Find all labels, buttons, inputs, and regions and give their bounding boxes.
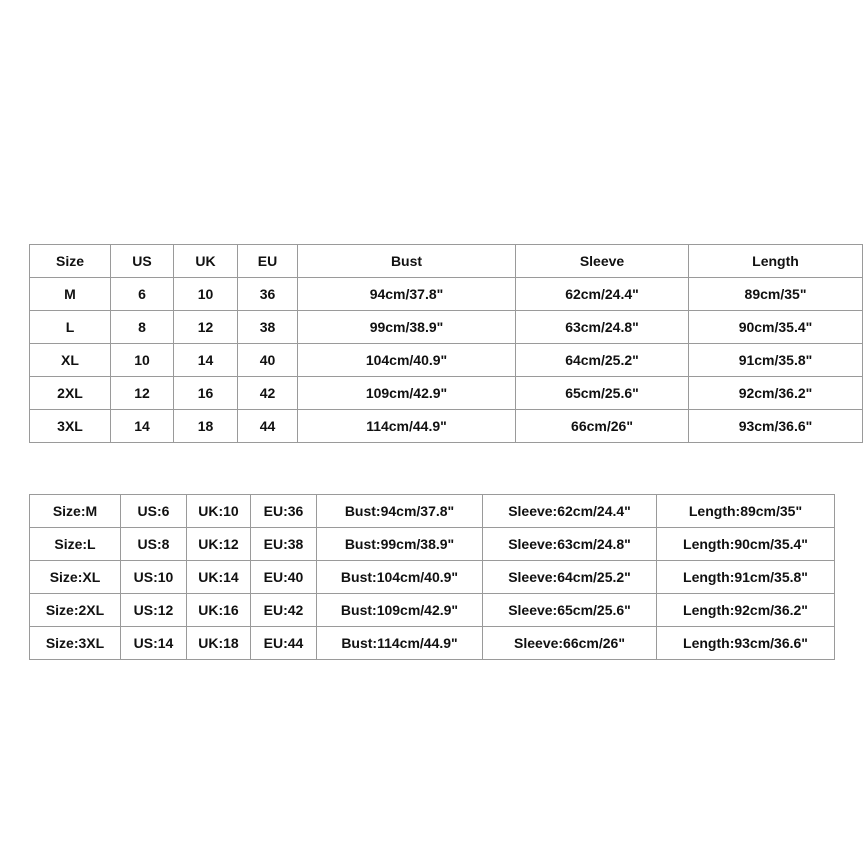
table-header-row — [30, 245, 863, 278]
cell-length: Length:91cm/35.8" — [657, 561, 835, 594]
cell-eu: 44 — [238, 410, 298, 443]
cell-uk: 18 — [174, 410, 238, 443]
cell-us: US:10 — [121, 561, 187, 594]
cell-eu: EU:42 — [251, 594, 317, 627]
cell-size: Size:L — [30, 528, 121, 561]
header-eu: EU — [238, 245, 298, 278]
cell-length: 90cm/35.4" — [689, 311, 863, 344]
cell-sleeve: 65cm/25.6" — [516, 377, 689, 410]
header-sleeve: Sleeve — [516, 245, 689, 278]
cell-bust: Bust:94cm/37.8" — [317, 495, 483, 528]
cell-sleeve: Sleeve:66cm/26" — [483, 627, 657, 660]
cell-uk: UK:10 — [187, 495, 251, 528]
cell-size: 2XL — [30, 377, 111, 410]
cell-size: M — [30, 278, 111, 311]
header-us: US — [111, 245, 174, 278]
header-length: Length — [689, 245, 863, 278]
cell-uk: UK:18 — [187, 627, 251, 660]
cell-eu: EU:44 — [251, 627, 317, 660]
table-row — [30, 528, 835, 561]
cell-length: 91cm/35.8" — [689, 344, 863, 377]
cell-uk: UK:12 — [187, 528, 251, 561]
cell-uk: 12 — [174, 311, 238, 344]
cell-eu: 42 — [238, 377, 298, 410]
size-chart-labeled-table — [29, 494, 835, 660]
cell-length: 93cm/36.6" — [689, 410, 863, 443]
cell-us: 6 — [111, 278, 174, 311]
cell-uk: 14 — [174, 344, 238, 377]
cell-bust: 109cm/42.9" — [298, 377, 516, 410]
cell-bust: Bust:104cm/40.9" — [317, 561, 483, 594]
table-row — [30, 377, 863, 410]
cell-bust: 114cm/44.9" — [298, 410, 516, 443]
cell-us: 14 — [111, 410, 174, 443]
cell-size: XL — [30, 344, 111, 377]
cell-us: 8 — [111, 311, 174, 344]
cell-bust: 94cm/37.8" — [298, 278, 516, 311]
cell-bust: Bust:99cm/38.9" — [317, 528, 483, 561]
table-row — [30, 561, 835, 594]
size-chart-table — [29, 244, 863, 443]
cell-us: 12 — [111, 377, 174, 410]
cell-sleeve: 63cm/24.8" — [516, 311, 689, 344]
header-size: Size — [30, 245, 111, 278]
cell-us: US:6 — [121, 495, 187, 528]
cell-size: L — [30, 311, 111, 344]
cell-sleeve: Sleeve:65cm/25.6" — [483, 594, 657, 627]
cell-bust: 104cm/40.9" — [298, 344, 516, 377]
cell-size: Size:M — [30, 495, 121, 528]
cell-uk: UK:16 — [187, 594, 251, 627]
table-row — [30, 495, 835, 528]
cell-size: Size:3XL — [30, 627, 121, 660]
cell-sleeve: 62cm/24.4" — [516, 278, 689, 311]
table-row — [30, 410, 863, 443]
cell-sleeve: 64cm/25.2" — [516, 344, 689, 377]
cell-length: Length:90cm/35.4" — [657, 528, 835, 561]
cell-bust: Bust:109cm/42.9" — [317, 594, 483, 627]
cell-eu: 38 — [238, 311, 298, 344]
table-row — [30, 311, 863, 344]
table-row — [30, 278, 863, 311]
cell-length: Length:89cm/35" — [657, 495, 835, 528]
header-uk: UK — [174, 245, 238, 278]
cell-eu: 40 — [238, 344, 298, 377]
cell-us: US:14 — [121, 627, 187, 660]
cell-eu: EU:40 — [251, 561, 317, 594]
cell-length: Length:93cm/36.6" — [657, 627, 835, 660]
cell-size: Size:2XL — [30, 594, 121, 627]
cell-size: 3XL — [30, 410, 111, 443]
cell-length: Length:92cm/36.2" — [657, 594, 835, 627]
cell-eu: EU:36 — [251, 495, 317, 528]
cell-uk: 16 — [174, 377, 238, 410]
cell-bust: 99cm/38.9" — [298, 311, 516, 344]
cell-us: 10 — [111, 344, 174, 377]
cell-eu: 36 — [238, 278, 298, 311]
table-row — [30, 594, 835, 627]
cell-us: US:8 — [121, 528, 187, 561]
table-row — [30, 627, 835, 660]
table-row — [30, 344, 863, 377]
cell-us: US:12 — [121, 594, 187, 627]
cell-uk: UK:14 — [187, 561, 251, 594]
cell-sleeve: Sleeve:64cm/25.2" — [483, 561, 657, 594]
cell-eu: EU:38 — [251, 528, 317, 561]
cell-length: 89cm/35" — [689, 278, 863, 311]
cell-sleeve: Sleeve:62cm/24.4" — [483, 495, 657, 528]
cell-uk: 10 — [174, 278, 238, 311]
cell-bust: Bust:114cm/44.9" — [317, 627, 483, 660]
header-bust: Bust — [298, 245, 516, 278]
cell-sleeve: Sleeve:63cm/24.8" — [483, 528, 657, 561]
cell-sleeve: 66cm/26" — [516, 410, 689, 443]
cell-size: Size:XL — [30, 561, 121, 594]
cell-length: 92cm/36.2" — [689, 377, 863, 410]
